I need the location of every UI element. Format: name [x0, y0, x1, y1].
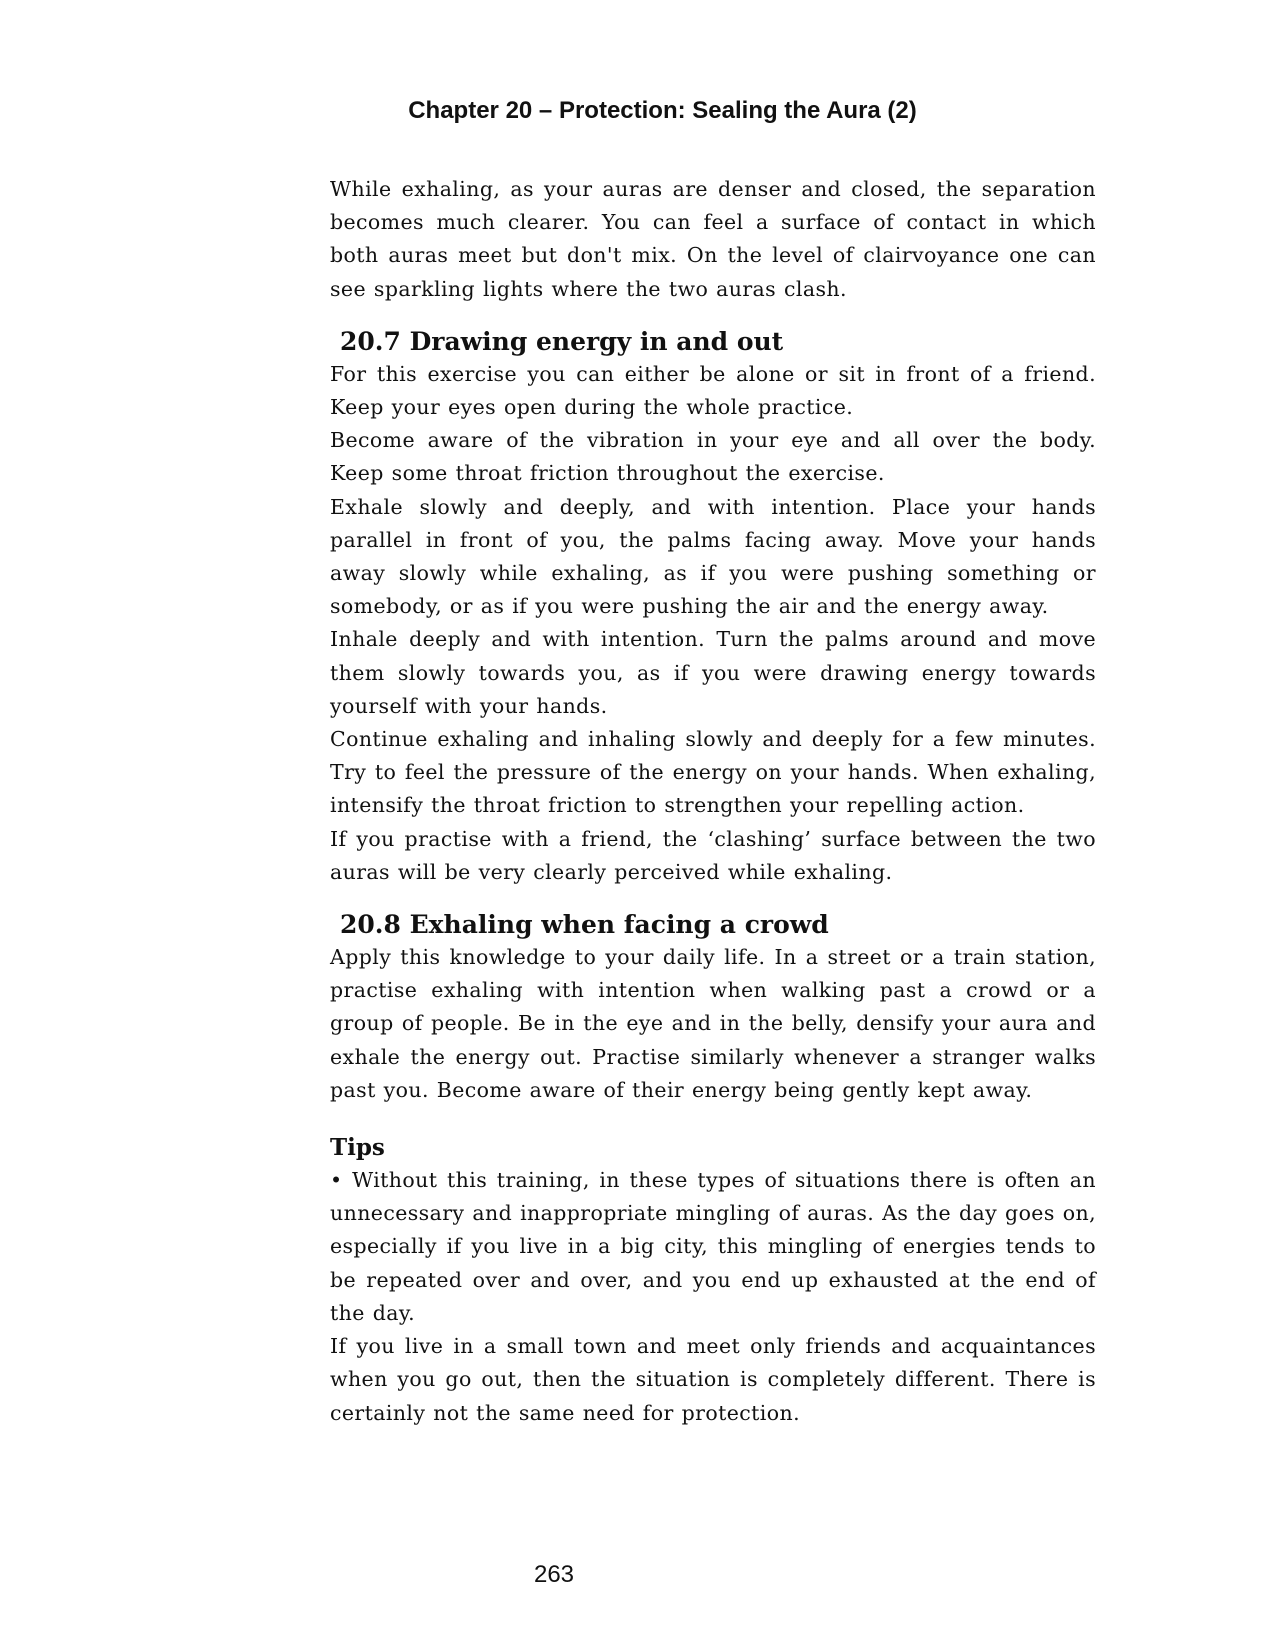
- paragraph: Apply this knowledge to your daily life. In a street or a train station, practise exhaling with intention when walking past a crowd or a group of people. Be in the eye and in the belly, densify your aura and exhale the energy out. Practise similarly whenever a stranger walks past you. Become aware of their energy being gently kept away.: [330, 945, 1096, 1102]
- paragraph: Inhale deeply and with intention. Turn the palms around and move them slowly towards you, as if you were drawing energy towards yourself with your hands.: [330, 627, 1096, 718]
- paragraph: Become aware of the vibration in your eye and all over the body. Keep some throat friction throughout the exercise.: [330, 428, 1096, 486]
- paragraph: For this exercise you can either be alone or sit in front of a friend. Keep your eyes open during the whole practice.: [330, 361, 1096, 420]
- paragraph: Continue exhaling and inhaling slowly and deeply for a few minutes. Try to feel the pressure of the energy on your hands. When exhaling, intensify the throat friction to strengthen your repelling action.: [330, 727, 1096, 818]
- running-head: Chapter 20 – Protection: Sealing the Aura (2): [408, 97, 917, 124]
- tips-bullet-paragraph: • Without this training, in these types of situations there is often an unnecessary and inappropriate mingling of auras. As the day goes on, especially if you live in a big city, this mingling of energies tends to be repeated over and over, and you end up exhausted at the end of the day.: [330, 1168, 1096, 1325]
- section-heading-20-8: 20.8 Exhaling when facing a crowd: [340, 910, 829, 940]
- intro-paragraph: While exhaling, as your auras are denser and closed, the separation becomes much clearer. You can feel a surface of contact in which both auras meet but don't mix. On the level of clairvoyance one can see sparkling lights where the two auras clash.: [330, 177, 1096, 301]
- paragraph: If you live in a small town and meet only friends and acquaintances when you go out, then the situation is completely different. There is certainly not the same need for protection.: [330, 1334, 1096, 1425]
- section-heading-20-7: 20.7 Drawing energy in and out: [340, 326, 784, 356]
- paragraph: If you practise with a friend, the ‘clashing’ surface between the two auras will be very clearly perceived while exhaling.: [330, 826, 1096, 884]
- paragraph: Exhale slowly and deeply, and with intention. Place your hands parallel in front of you, the palms facing away. Move your hands away slowly while exhaling, as if you were pushing something or somebody, or as if you were pushing the air and the energy away.: [330, 494, 1096, 619]
- body-text: [330, 173, 1096, 1430]
- page-number: 263: [533, 1561, 575, 1588]
- tips-heading: Tips: [330, 1134, 385, 1162]
